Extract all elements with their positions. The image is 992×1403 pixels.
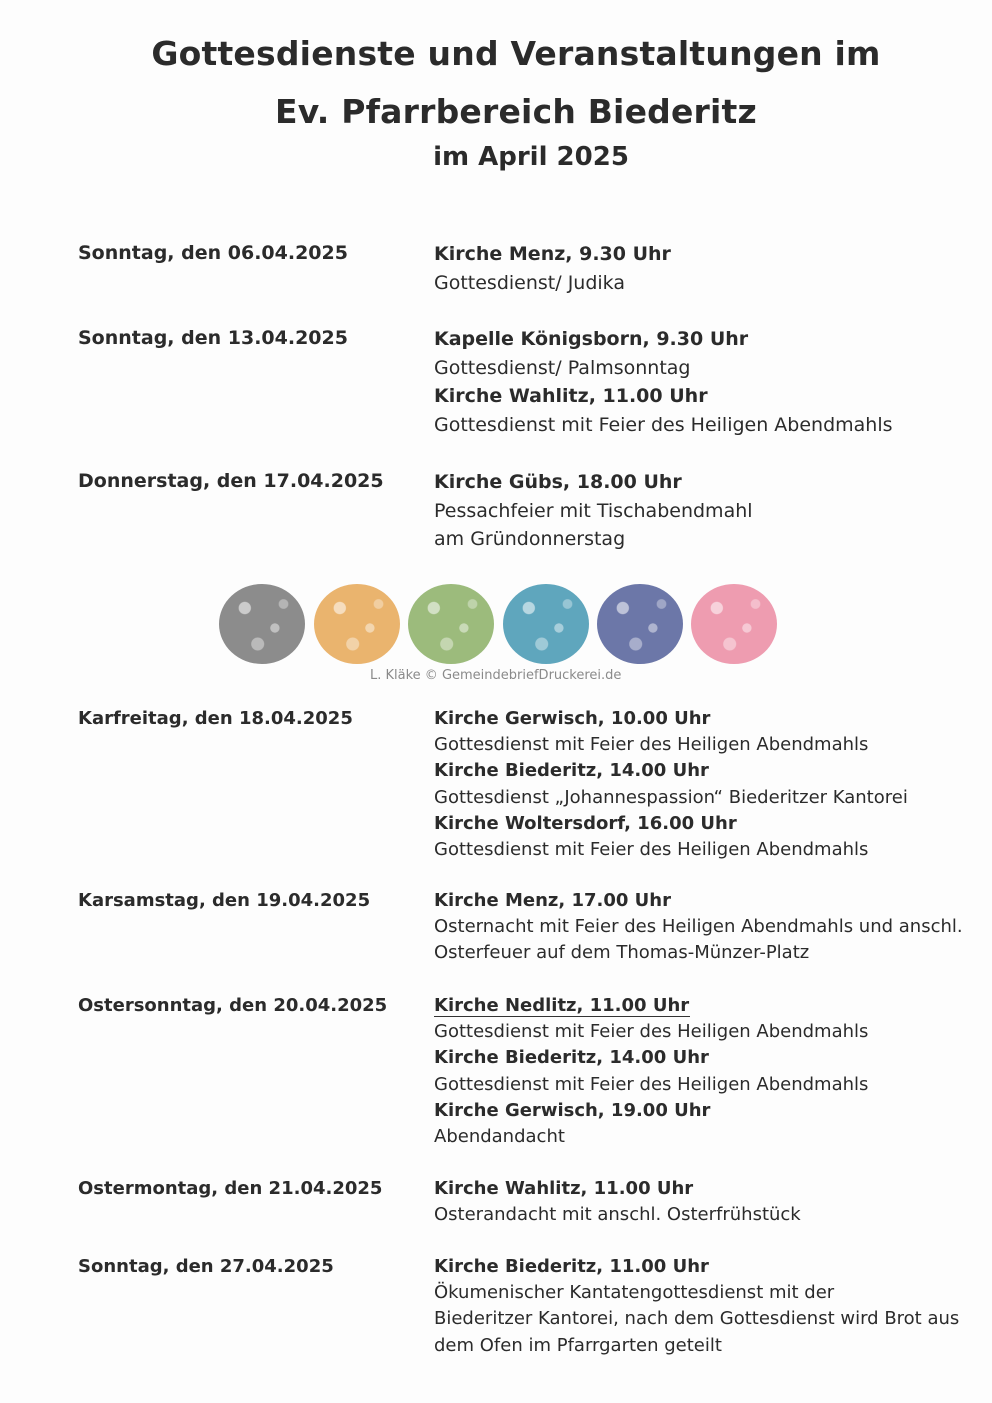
event-location: Kirche Biederitz, 11.00 Uhr (434, 1256, 709, 1277)
event-location: Kirche Biederitz, 14.00 Uhr (434, 1047, 709, 1069)
image-credit: L. Kläke © GemeindebriefDruckerei.de (370, 668, 622, 683)
event-description: Osterandacht mit anschl. Osterfrühstück (434, 1204, 801, 1226)
event-description: Gottesdienst mit Feier des Heiligen Abendmahls (434, 734, 869, 756)
entry-date: Sonntag, den 13.04.2025 (78, 327, 348, 349)
page-subtitle-month: im April 2025 (433, 142, 629, 172)
event-description: Biederitzer Kantorei, nach dem Gottesdienst wird Brot aus (434, 1308, 960, 1330)
decorative-circle (503, 584, 589, 664)
event-location: Kapelle Königsborn, 9.30 Uhr (434, 328, 749, 350)
entry-date: Ostersonntag, den 20.04.2025 (78, 995, 388, 1016)
event-location: Kirche Wahlitz, 11.00 Uhr (434, 1178, 694, 1199)
event-description: Gottesdienst mit Feier des Heiligen Abendmahls (434, 413, 893, 436)
entry-events (434, 1254, 974, 1359)
event-location: Kirche Menz, 9.30 Uhr (434, 243, 671, 265)
event-location: Kirche Wahlitz, 11.00 Uhr (434, 385, 708, 407)
page-title: Gottesdienste und Veranstaltungen im (151, 34, 881, 73)
event-description: Gottesdienst mit Feier des Heiligen Abendmahls (434, 839, 869, 861)
entry-events (434, 468, 974, 554)
event-description: dem Ofen im Pfarrgarten geteilt (434, 1334, 722, 1356)
event-location: Kirche Gübs, 18.00 Uhr (434, 471, 682, 493)
event-description: Gottesdienst/ Judika (434, 271, 625, 294)
entry-date: Ostermontag, den 21.04.2025 (78, 1178, 383, 1199)
event-location: Kirche Woltersdorf, 16.00 Uhr (434, 812, 737, 834)
event-description: Gottesdienst „Johannespassion“ Biederitzer Kantorei (434, 786, 908, 808)
event-description: Gottesdienst mit Feier des Heiligen Abendmahls (434, 1073, 869, 1095)
entry-date: Sonntag, den 06.04.2025 (78, 242, 348, 264)
entry-events (434, 706, 974, 863)
entry-events (434, 240, 974, 297)
decorative-circle (408, 584, 494, 664)
event-description: Pessachfeier mit Tischabendmahl (434, 499, 753, 522)
event-location: Kirche Gerwisch, 10.00 Uhr (434, 708, 711, 729)
entry-events (434, 1176, 974, 1228)
event-location: Kirche Biederitz, 14.00 Uhr (434, 760, 709, 782)
decorative-circle (691, 584, 777, 664)
entry-date: Karsamstag, den 19.04.2025 (78, 890, 371, 911)
decorative-circle (314, 584, 400, 664)
handwritten-underline (434, 1016, 690, 1017)
decorative-circle (219, 584, 305, 664)
event-description: am Gründonnerstag (434, 528, 626, 550)
entry-events (434, 325, 974, 439)
event-description: Osterfeuer auf dem Thomas-Münzer-Platz (434, 942, 810, 964)
event-location: Kirche Menz, 17.00 Uhr (434, 890, 671, 911)
entry-events (434, 888, 974, 967)
decorative-circles (219, 584, 783, 664)
event-location: Kirche Nedlitz, 11.00 Uhr (434, 995, 690, 1016)
entry-date: Karfreitag, den 18.04.2025 (78, 708, 353, 729)
entry-date: Sonntag, den 27.04.2025 (78, 1256, 334, 1277)
entry-date: Donnerstag, den 17.04.2025 (78, 470, 384, 492)
event-location: Kirche Gerwisch, 19.00 Uhr (434, 1099, 711, 1121)
decorative-circle (597, 584, 683, 664)
event-description: Ökumenischer Kantatengottesdienst mit der (434, 1282, 835, 1304)
event-description: Gottesdienst mit Feier des Heiligen Abendmahls (434, 1021, 869, 1043)
event-description: Gottesdienst/ Palmsonntag (434, 356, 691, 379)
event-description: Osternacht mit Feier des Heiligen Abendmahls und anschl. (434, 916, 963, 938)
event-description: Abendandacht (434, 1126, 565, 1148)
page-title-parish: Ev. Pfarrbereich Biederitz (275, 92, 757, 131)
